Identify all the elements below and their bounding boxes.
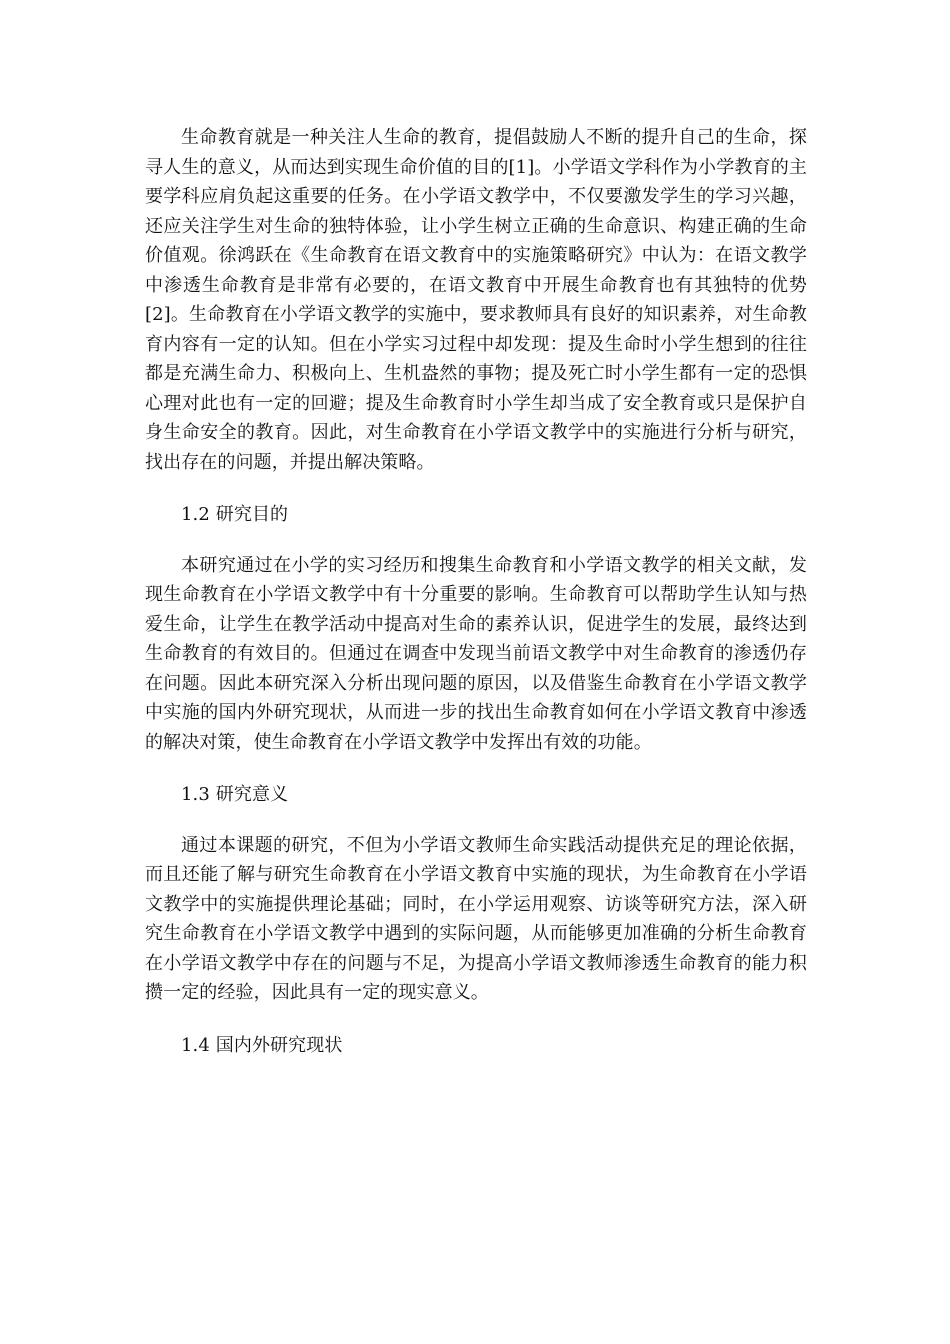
purpose-paragraph: 本研究通过在小学的实习经历和搜集生命教育和小学语文教学的相关文献，发现生命教育在小学语文教学中有十分重要的影响。生命教育可以帮助学生认知与热爱生命，让学生在教学活动中提高对生命的素养认识，促进学生的发展，最终达到生命教育的有效目的。但通过在调查中发现当前语文教学中对生命教育的渗透仍存在问题。因此本研究深入分析出现问题的原因，以及借鉴生命教育在小学语文教学中实施的国内外研究现状，从而进一步的找出生命教育如何在小学语文教育中渗透的解决对策，使生命教育在小学语文教学中发挥出有效的功能。 — [145, 554, 807, 753]
section-heading-research-status: 1.4 国内外研究现状 — [181, 1034, 343, 1056]
significance-paragraph: 通过本课题的研究，不但为小学语文教师生命实践活动提供充足的理论依据，而且还能了解与研究生命教育在小学语文教育中实施的现状，为生命教育在小学语文教学中的实施提供理论基础；同时，在小学运用观察、访谈等研究方法，深入研究生命教育在小学语文教学中遇到的实际问题，从而能够更加准确的分析生命教育在小学语文教学中存在的问题与不足，为提高小学语文教师渗透生命教育的能力积攒一定的经验，因此具有一定的现实意义。 — [145, 834, 807, 1003]
section-heading-purpose: 1.2 研究目的 — [181, 504, 289, 525]
section-heading-significance: 1.3 研究意义 — [181, 784, 289, 805]
intro-paragraph: 生命教育就是一种关注人生命的教育，提倡鼓励人不断的提升自己的生命，探寻人生的意义，从而达到实现生命价值的目的[1]。小学语文学科作为小学教育的主要学科应肩负起这重要的任务。在小学语文教学中，不仅要激发学生的学习兴趣，还应关注学生对生命的独特体验，让小学生树立正确的生命意识、构建正确的生命价值观。徐鸿跃在《生命教育在语文教育中的实施策略研究》中认为：在语文教学中渗透生命教育是非常有必要的，在语文教育中开展生命教育也有其独特的优势[2]。生命教育在小学语文教学的实施中，要求教师具有良好的知识素养，对生命教育内容有一定的认知。但在小学实习过程中却发现：提及生命时小学生想到的往往都是充满生命力、积极向上、生机盎然的事物；提及死亡时小学生都有一定的恐惧心理对此也有一定的回避；提及生命教育时小学生却当成了安全教育或只是保护自身生命安全的教育。因此，对生命教育在小学语文教学中的实施进行分析与研究，找出存在的问题，并提出解决策略。 — [145, 127, 807, 473]
document-body — [145, 123, 807, 1060]
